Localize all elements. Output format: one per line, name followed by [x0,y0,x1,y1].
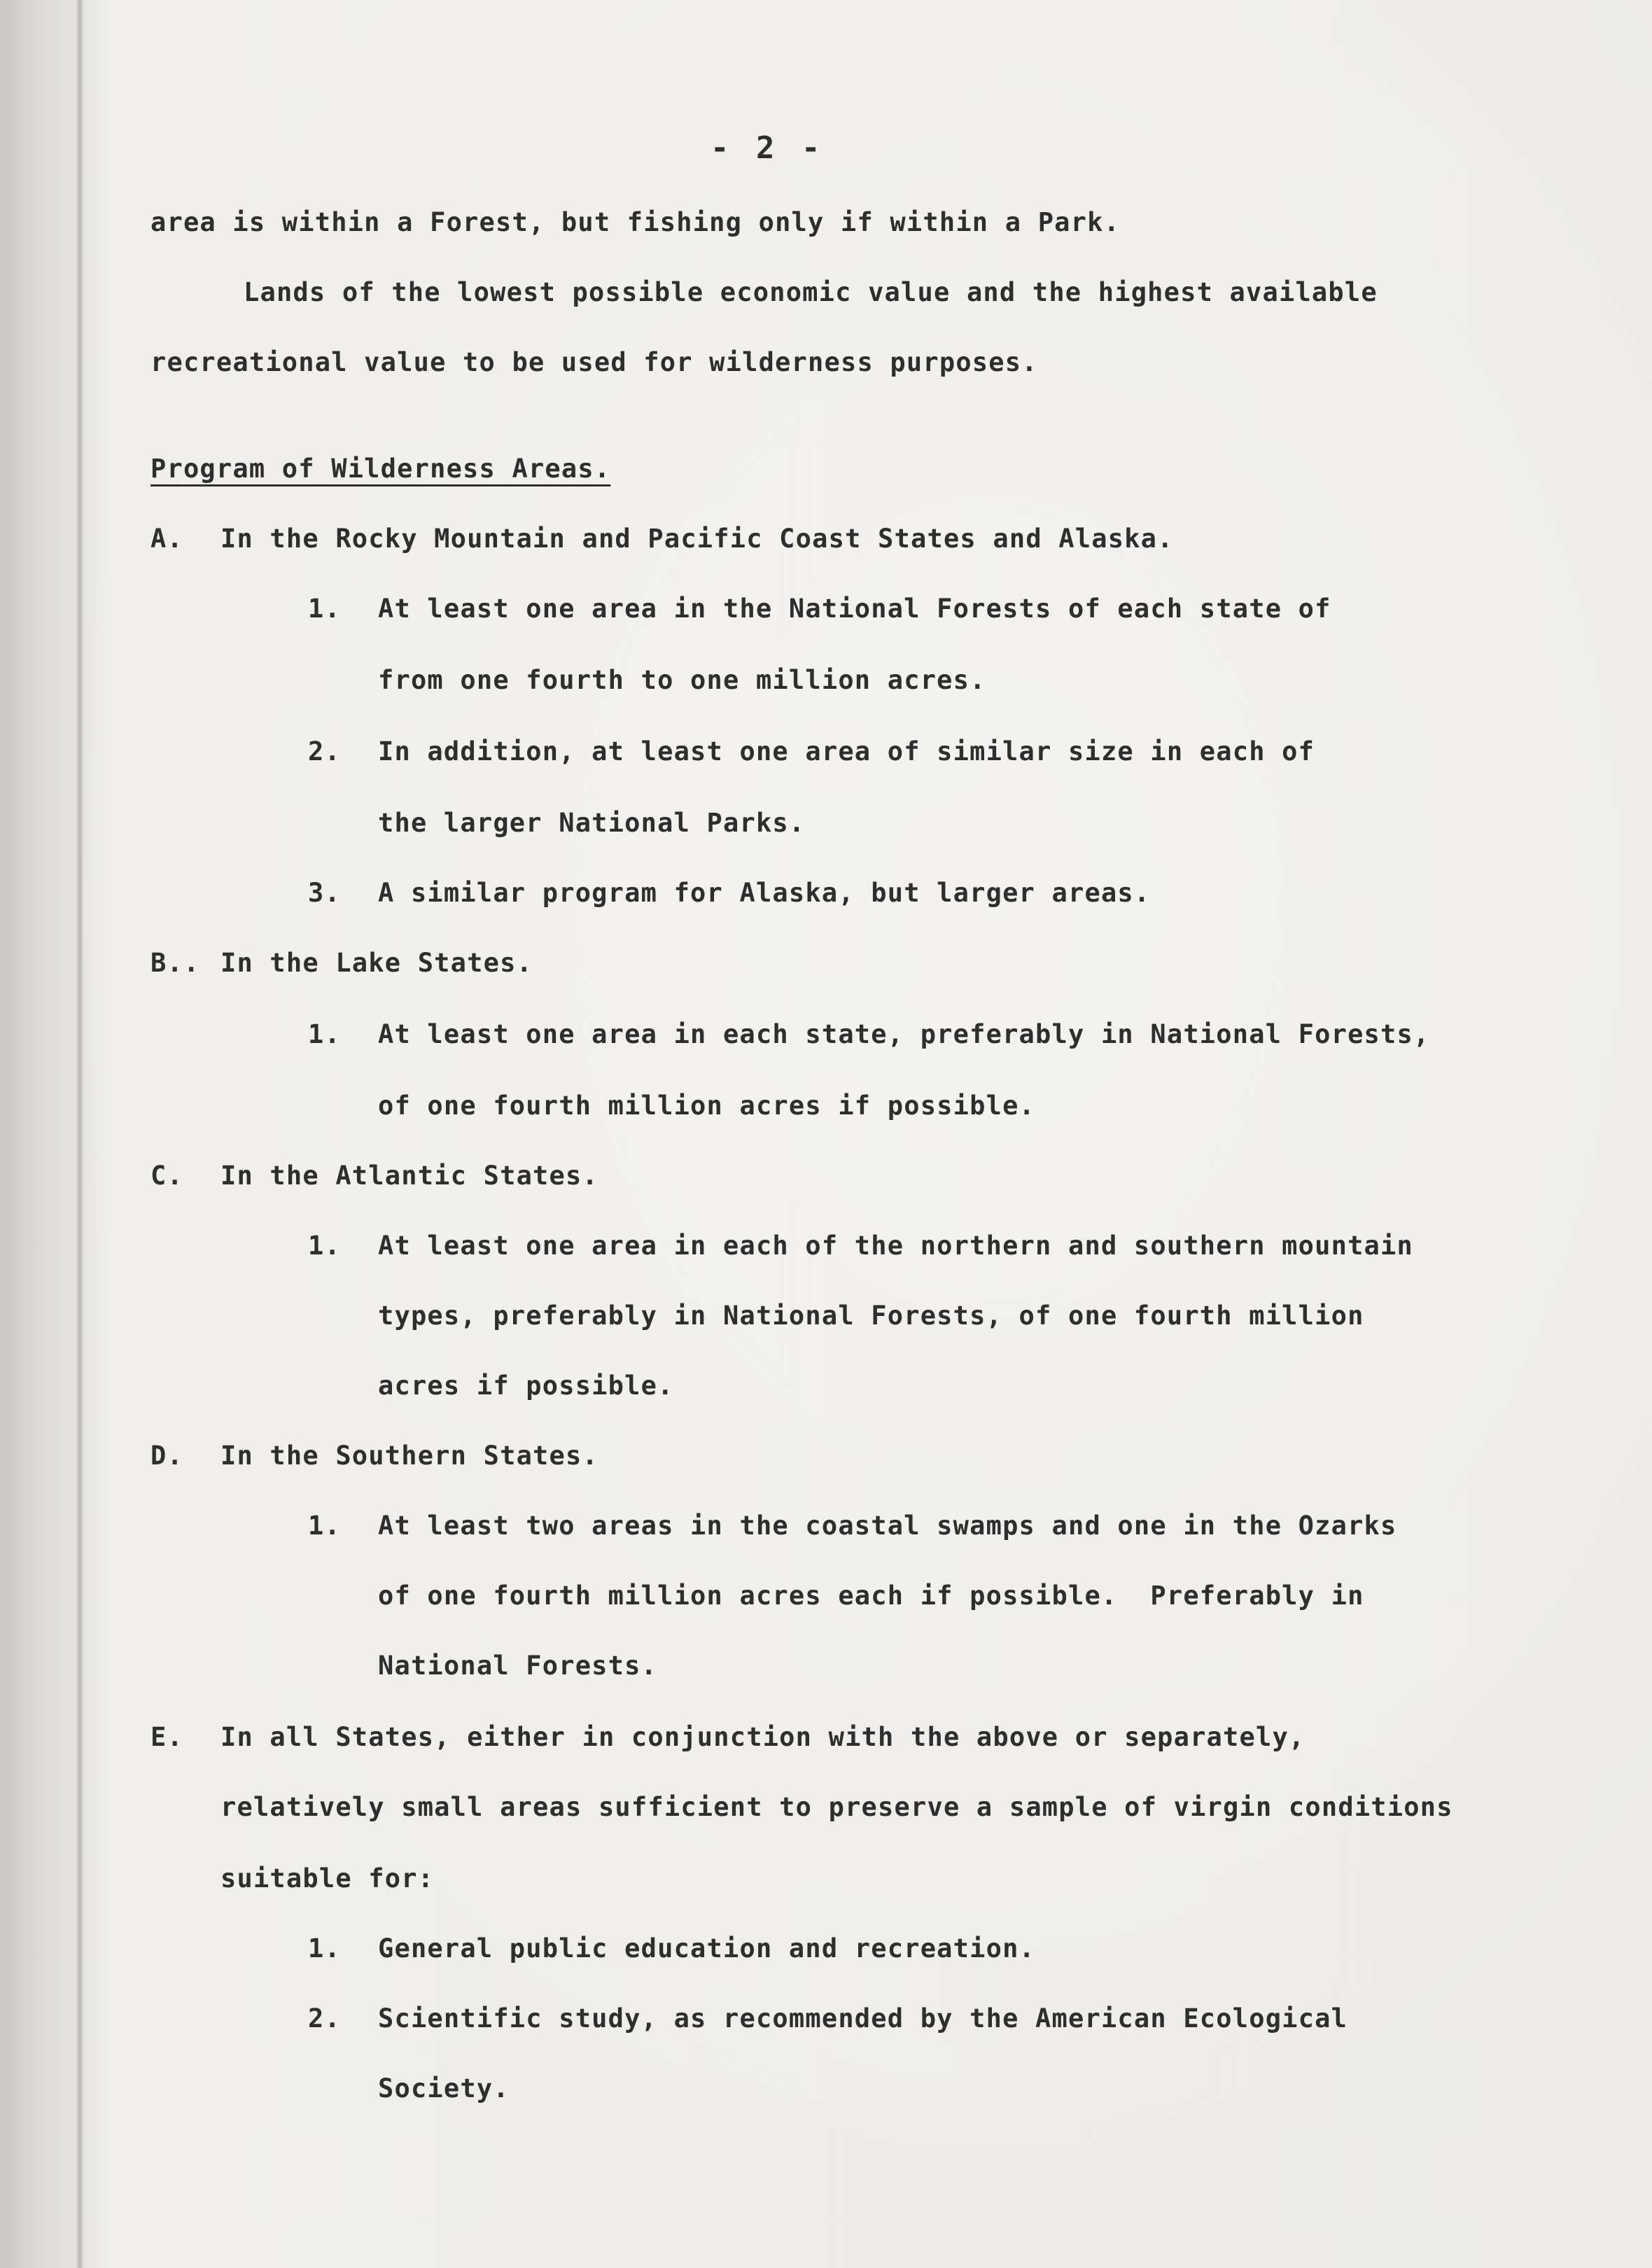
list-item-text: relatively small areas sufficient to preserve a sample of virgin conditions [220,1792,1453,1822]
list-marker: A. [150,524,183,554]
sub-list-item-text: the larger National Parks. [378,808,806,838]
sub-list-item-text: of one fourth million acres each if possible. Preferably in [378,1581,1364,1611]
sub-list-item-text: At least one area in the National Forests of each state of [378,594,1331,624]
list-item-text: In the Atlantic States. [220,1161,598,1191]
sub-list-item-text: acres if possible. [378,1371,674,1401]
sub-list-item-text: National Forests. [378,1651,658,1681]
sub-list-marker: 2. [308,2003,341,2033]
list-item-text: In the Lake States. [220,948,533,978]
text-line: Lands of the lowest possible economic value and the highest available [244,277,1378,307]
sub-list-marker: 1. [308,1511,341,1541]
list-item-text: suitable for: [220,1863,435,1893]
sub-list-item-text: from one fourth to one million acres. [378,665,986,695]
sub-list-marker: 1. [308,1231,341,1261]
sub-list-item-text: At least two areas in the coastal swamps and one in the Ozarks [378,1511,1397,1541]
list-item-text: In the Rocky Mountain and Pacific Coast States and Alaska. [220,524,1174,554]
sub-list-marker: 1. [308,1933,341,1963]
text-line: area is within a Forest, but fishing only if within a Park. [150,207,1121,237]
list-marker: D. [150,1441,183,1471]
sub-list-marker: 2. [308,736,341,766]
section-heading: Program of Wilderness Areas. [150,454,611,484]
sub-list-item-text: of one fourth million acres if possible. [378,1091,1036,1121]
sub-list-item-text: In addition, at least one area of similar size in each of [378,736,1315,766]
page-binding-shadow [0,0,105,2268]
page-number: - 2 - [710,130,825,166]
sub-list-item-text: Society. [378,2073,510,2104]
list-marker: B.. [150,948,200,978]
list-item-text: In all States, either in conjunction with the above or separately, [220,1722,1306,1752]
sub-list-item-text: At least one area in each state, preferably in National Forests, [378,1019,1430,1049]
sub-list-item-text: A similar program for Alaska, but larger areas. [378,878,1151,908]
sub-list-item-text: At least one area in each of the northern and southern mountain [378,1231,1413,1261]
sub-list-item-text: Scientific study, as recommended by the American Ecological [378,2003,1348,2033]
list-item-text: In the Southern States. [220,1441,598,1471]
list-marker: C. [150,1161,183,1191]
spine-edge [76,0,84,2268]
sub-list-item-text: General public education and recreation. [378,1933,1036,1963]
text-line: recreational value to be used for wilderness purposes. [150,347,1038,377]
list-marker: E. [150,1722,183,1752]
sub-list-marker: 1. [308,1019,341,1049]
sub-list-item-text: types, preferably in National Forests, of one fourth million [378,1301,1364,1331]
sub-list-marker: 3. [308,878,341,908]
sub-list-marker: 1. [308,594,341,624]
